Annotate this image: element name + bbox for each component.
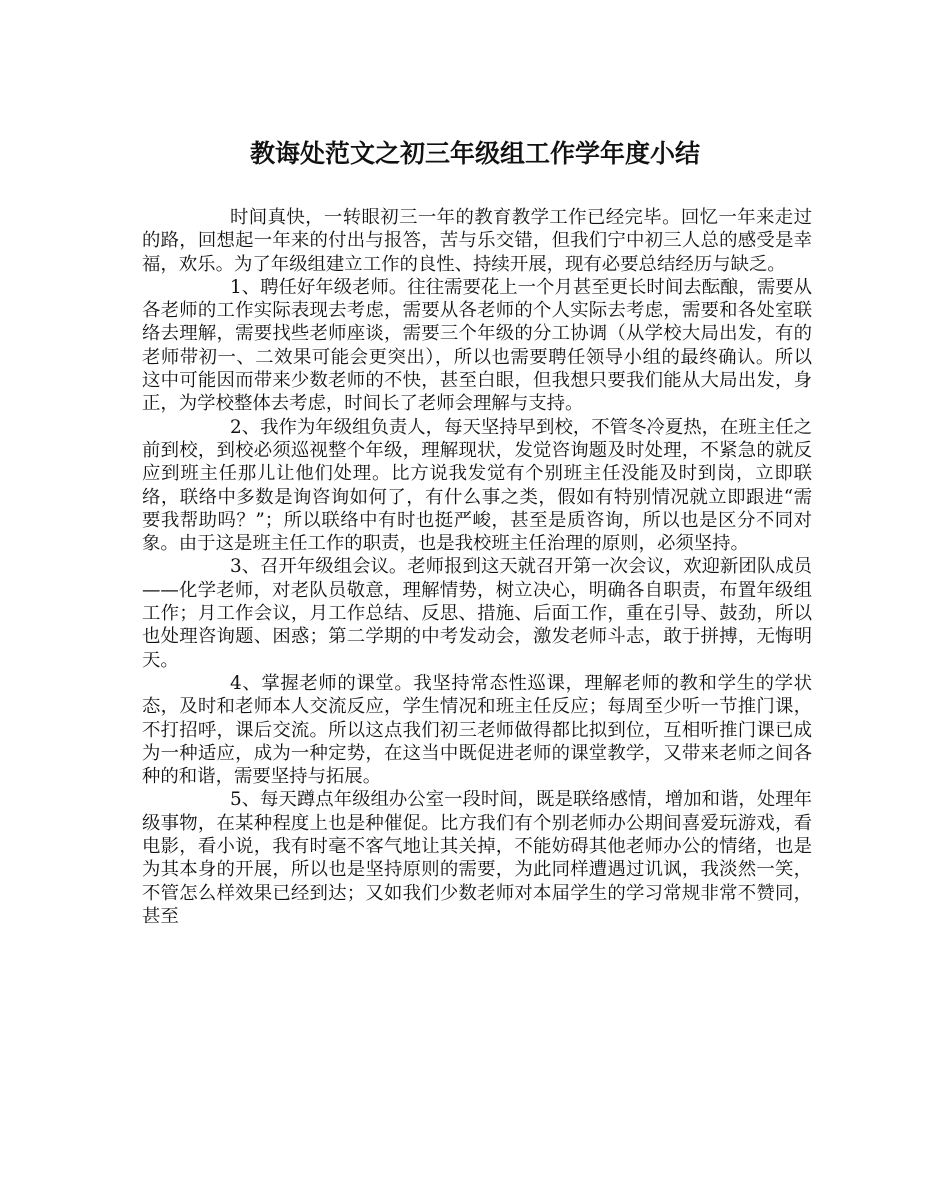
paragraph-item-3: 3、召开年级组会议。老师报到这天就召开第一次会议，欢迎新团队成员——化学老师，对老队员敬意，理解情势，树立决心，明确各自职责，布置年级组工作；月工作会议，月工作总结、反思、措施、后面工作，重在引导、鼓劲，所以也处理咨询题、困惑；第二学期的中考发动会，激发老师斗志，敢于拼搏，无悔明天。 bbox=[142, 556, 812, 671]
paragraph-item-1: 1、聘任好年级老师。往往需要花上一个月甚至更长时间去酝酿，需要从各老师的工作实际表现去考虑，需要从各老师的个人实际去考虑，需要和各处室联络去理解，需要找些老师座谈，需要三个年级的分工协调（从学校大局出发，有的老师带初一、二效果可能会更突出），所以也需要聘任领导小组的最终确认。所以这中可能因而带来少数老师的不快，甚至白眼，但我想只要我们能从大局出发，身正，为学校整体去考虑，时间长了老师会理解与支持。 bbox=[142, 276, 812, 415]
document-body bbox=[142, 206, 812, 928]
document-title: 教诲处范文之初三年级组工作学年度小结 bbox=[249, 139, 700, 168]
paragraph-item-5: 5、每天蹲点年级组办公室一段时间，既是联络感情，增加和谐，处理年级事物，在某种程度上也是种催促。比方我们有个别老师办公期间喜爱玩游戏，看电影，看小说，我有时毫不客气地让其关掉，不能妨碍其他老师办公的情绪，也是为其本身的开展，所以也是坚持原则的需要，为此同样遭遇过讥讽，我淡然一笑，不管怎么样效果已经到达；又如我们少数老师对本届学生的学习常规非常不赞同，甚至 bbox=[142, 789, 812, 927]
paragraph-item-2: 2、我作为年级组负责人，每天坚持早到校，不管冬冷夏热，在班主任之前到校，到校必须巡视整个年级，理解现状，发觉咨询题及时处理，不紧急的就反应到班主任那儿让他们处理。比方说我发觉有个别班主任没能及时到岗，立即联络，联络中多数是询咨询如何了，有什么事之类，假如有特别情况就立即跟进“需要我帮助吗？”；所以联络中有时也挺严峻，甚至是质咨询，所以也是区分不同对象。由于这是班主任工作的职责，也是我校班主任治理的原则，必须坚持。 bbox=[142, 416, 812, 555]
paragraph-item-4: 4、掌握老师的课堂。我坚持常态性巡课，理解老师的教和学生的学状态，及时和老师本人交流反应，学生情况和班主任反应；每周至少听一节推门课，不打招呼，课后交流。所以这点我们初三老师做得都比拟到位，互相听推门课已成为一种适应，成为一种定势，在这当中既促进老师的课堂教学，又带来老师之间各种的和谐，需要坚持与拓展。 bbox=[142, 672, 812, 788]
paragraph-intro: 时间真快，一转眼初三一年的教育教学工作已经完毕。回忆一年来走过的路，回想起一年来的付出与报答，苦与乐交错，但我们宁中初三人总的感受是幸福，欢乐。为了年级组建立工作的良性、持续开展，现有必要总结经历与缺乏。 bbox=[142, 207, 812, 275]
